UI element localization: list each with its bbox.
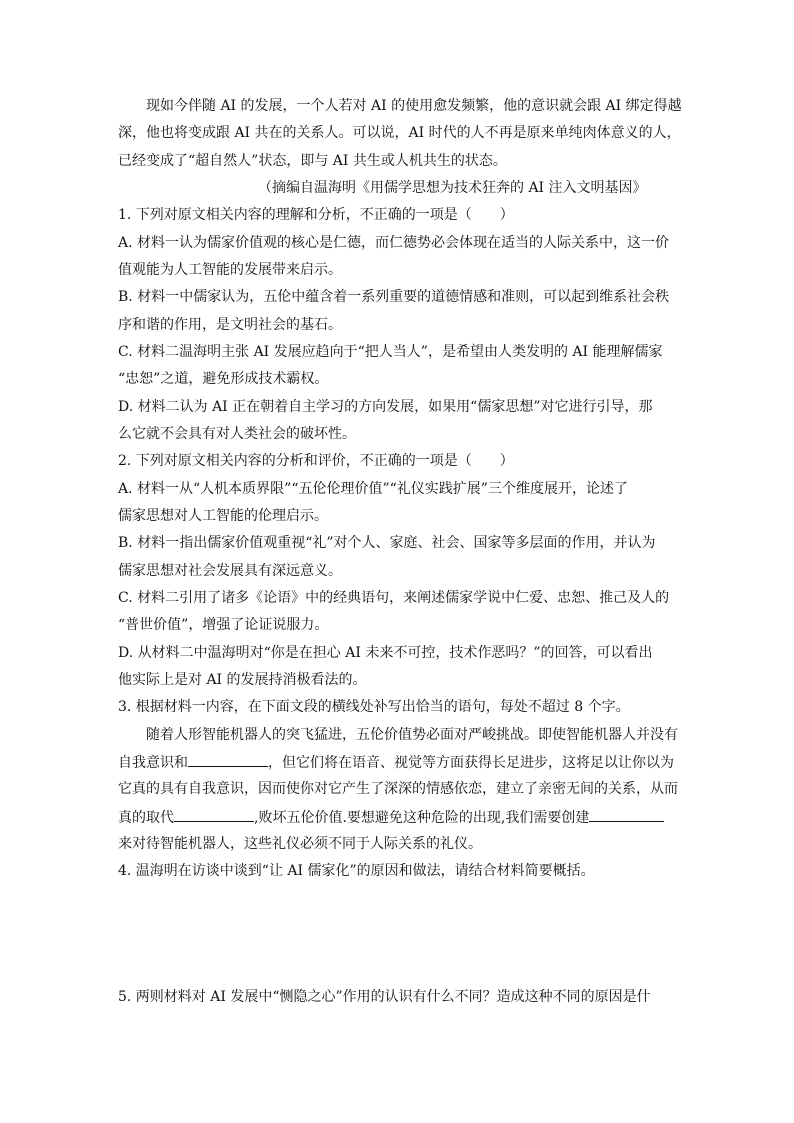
q3-paragraph-line [118,807,664,828]
q1-option-c: C. 材料二温海明主张 AI 发展应趋向于“把人当人”，是希望由人类发明的 AI 能理解儒家 [118,344,663,360]
q3-paragraph-line [118,752,674,773]
q3-text: ，但它们将在语音、视觉等方面获得长足进步，这将足以让你以为 [268,755,674,771]
q2-option-a: A. 材料一从“人机本质界限”“五伦伦理价值”“礼仪实践扩展”三个维度展开，论述了 [118,481,628,497]
q2-option-d: D. 从材料二中温海明对“你是在担心 AI 未来不可控，技术作恶吗？”的回答，可以看出 [118,645,653,661]
q1-option-d: D. 材料二认为 AI 正在朝着自主学习的方向发展，如果用“儒家思想”对它进行引导，那 [118,399,653,415]
passage-source: （摘编自温海明《用儒学思想为技术狂奔的 AI 注入文明基因》 [258,180,647,196]
q1-option-c-cont: “忠恕”之道，避免形成技术霸权。 [118,371,329,387]
q1-option-a: A. 材料一认为儒家价值观的核心是仁德，而仁德势必会体现在适当的人际关系中，这一价 [118,235,670,251]
q2-option-d-cont: 他实际上是对 AI 的发展持消极看法的。 [118,672,367,688]
q1-option-b: B. 材料一中儒家认为，五伦中蕴含着一系列重要的道德情感和准则，可以起到维系社会秩 [118,289,670,305]
q3-text: ,败坏五伦价值.要想避免这种危险的出现,我们需要创建 [254,810,590,826]
q2-option-b: B. 材料一指出儒家价值观重视“礼”对个人、家庭、社会、国家等多层面的作用，并认为 [118,535,656,551]
question-1-stem: 1. 下列对原文相关内容的理解和分析，不正确的一项是（ ） [118,207,514,223]
answer-blank-1[interactable] [188,752,268,767]
q1-option-d-cont: 么它就不会具有对人类社会的破坏性。 [118,426,356,442]
question-4-stem: 4. 温海明在访谈中谈到“让 AI 儒家化”的原因和做法，请结合材料简要概括。 [118,863,595,879]
q2-option-c-cont: “普世价值”，增强了论证说服力。 [118,617,329,633]
q3-text: 真的取代 [118,810,174,826]
q3-paragraph-line: 它真的具有自我意识，因而使你对它产生了深深的情感依恋，建立了亲密无间的关系，从而 [118,781,678,797]
answer-blank-3[interactable] [589,807,664,822]
passage-line: 深，他也将变成跟 AI 共在的关系人。可以说，AI 时代的人不再是原来单纯肉体意义的人， [118,125,681,141]
q1-option-b-cont: 序和谐的作用，是文明社会的基石。 [118,317,342,333]
q2-option-b-cont: 儒家思想对社会发展具有深远意义。 [118,563,342,579]
q2-option-c: C. 材料二引用了诸多《论语》中的经典语句，来阐述儒家学说中仁爱、忠恕、推己及人的 [118,590,670,606]
answer-blank-2[interactable] [174,807,254,822]
q3-paragraph-line: 来对待智能机器人，这些礼仪必须不同于人际关系的礼仪。 [118,836,482,852]
question-5-stem: 5. 两则材料对 AI 发展中“恻隐之心”作用的认识有什么不同？造成这种不同的原因是什 [118,989,651,1005]
question-3-stem: 3. 根据材料一内容，在下面文段的横线处补写出恰当的语句，每处不超过 8 个字。 [118,699,630,715]
q3-text: 自我意识和 [118,755,188,771]
q2-option-a-cont: 儒家思想对人工智能的伦理启示。 [118,508,328,524]
q1-option-a-cont: 值观能为人工智能的发展带来启示。 [118,262,342,278]
question-2-stem: 2. 下列对原文相关内容的分析和评价，不正确的一项是（ ） [118,453,514,469]
passage-line: 已经变成了“超自然人”状态，即与 AI 共生或人机共生的状态。 [118,153,507,169]
passage-line: 现如今伴随 AI 的发展，一个人若对 AI 的使用愈发频繁，他的意识就会跟 AI 绑定得越 [146,98,682,114]
q3-paragraph-line: 随着人形智能机器人的突飞猛进，五伦价值势必面对严峻挑战。即使智能机器人并没有 [146,727,678,743]
